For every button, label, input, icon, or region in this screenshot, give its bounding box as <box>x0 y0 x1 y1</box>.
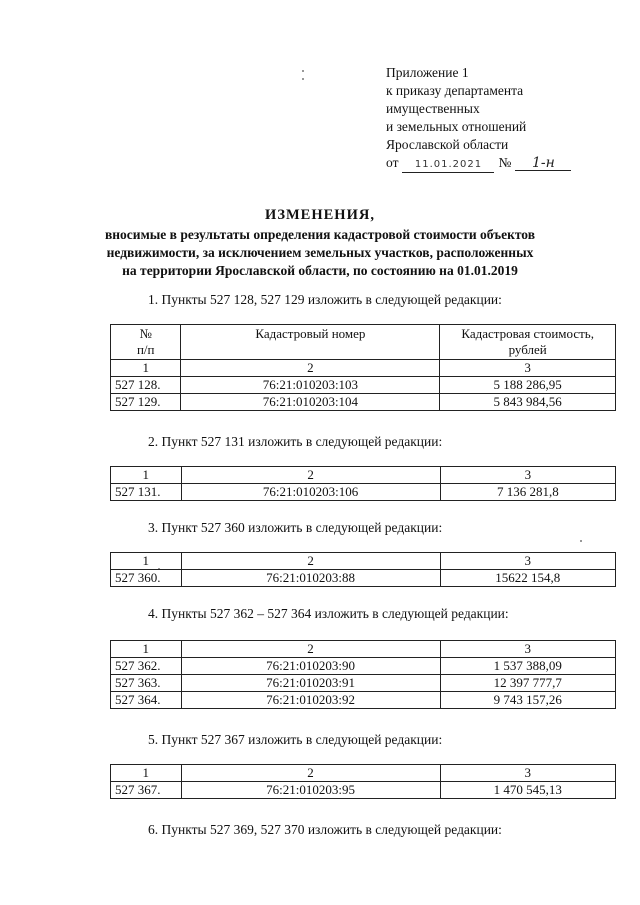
table-row <box>111 394 616 411</box>
table-cell: 2 <box>181 467 440 484</box>
table-cell: 1 537 388,09 <box>440 658 615 675</box>
scan-speck <box>580 540 582 542</box>
table-numbering-row <box>111 765 616 782</box>
scan-speck <box>302 78 304 80</box>
order-number: 1-н <box>515 156 571 171</box>
section-title: 2. Пункт 527 131 изложить в следующей редакции: <box>148 434 443 449</box>
table-cell: 2 <box>181 765 440 782</box>
appendix-line: имущественных <box>386 101 480 116</box>
table-cell: 5 843 984,56 <box>440 394 616 411</box>
date-prefix: от <box>386 155 399 170</box>
cadastral-table <box>110 466 616 501</box>
table-row <box>111 377 616 394</box>
table-cell: 76:21:010203:103 <box>181 377 440 394</box>
table-row <box>111 675 616 692</box>
table-cell: 12 397 777,7 <box>440 675 615 692</box>
table-cell: 527 364. <box>111 692 182 709</box>
table-cell: 5 188 286,95 <box>440 377 616 394</box>
appendix-date-line <box>386 154 626 173</box>
table-header-row <box>111 325 616 360</box>
table-cell: 527 128. <box>111 377 181 394</box>
table-cell: 2 <box>181 360 440 377</box>
scan-speck <box>302 70 304 72</box>
table-cell: 527 131. <box>111 484 182 501</box>
cadastral-table <box>110 640 616 709</box>
cadastral-table <box>110 764 616 799</box>
table-numbering-row <box>111 641 616 658</box>
table-cell: 76:21:010203:92 <box>181 692 440 709</box>
table-cell: 3 <box>440 467 615 484</box>
table-cell: 2 <box>181 641 440 658</box>
table-numbering-row <box>111 360 616 377</box>
appendix-line: и земельных отношений <box>386 119 527 134</box>
table-cell: 3 <box>440 553 615 570</box>
table-row <box>111 782 616 799</box>
heading-title: ИЗМЕНЕНИЯ, <box>265 207 375 223</box>
table-row <box>111 658 616 675</box>
appendix-line: Ярославской области <box>386 137 509 152</box>
cadastral-table <box>110 552 616 587</box>
table-cell: 1 <box>111 467 182 484</box>
header-cell: Кадастровый номер <box>181 325 440 360</box>
table-cell: 1 <box>111 641 182 658</box>
appendix-line: к приказу департамента <box>386 83 524 98</box>
table-cell: 527 360. <box>111 570 182 587</box>
cadastral-table <box>110 324 616 411</box>
table-cell: 527 362. <box>111 658 182 675</box>
table-cell: 76:21:010203:90 <box>181 658 440 675</box>
table-row <box>111 692 616 709</box>
table-cell: 1 470 545,13 <box>440 782 615 799</box>
document-heading <box>100 206 540 280</box>
table-numbering-row <box>111 467 616 484</box>
table-cell: 1 <box>111 765 182 782</box>
section-title: 5. Пункт 527 367 изложить в следующей редакции: <box>148 732 443 747</box>
table-cell: 76:21:010203:91 <box>181 675 440 692</box>
table-cell: 76:21:010203:95 <box>181 782 440 799</box>
table-cell: 2 <box>181 553 440 570</box>
heading-line: недвижимости, за исключением земельных участков, расположенных <box>106 245 534 260</box>
table-row <box>111 570 616 587</box>
section-title: 6. Пункты 527 369, 527 370 изложить в следующей редакции: <box>148 822 502 837</box>
table-cell: 1 <box>111 360 181 377</box>
table-cell: 3 <box>440 641 615 658</box>
section-title: 3. Пункт 527 360 изложить в следующей редакции: <box>148 520 443 535</box>
table-cell: 15622 154,8 <box>440 570 615 587</box>
table-cell: 527 367. <box>111 782 182 799</box>
heading-line: на территории Ярославской области, по состоянию на 01.01.2019 <box>122 263 518 278</box>
appendix-block <box>386 64 626 173</box>
number-prefix: № <box>498 155 512 170</box>
section-title: 1. Пункты 527 128, 527 129 изложить в следующей редакции: <box>148 292 502 307</box>
table-cell: 3 <box>440 765 615 782</box>
table-cell: 76:21:010203:106 <box>181 484 440 501</box>
table-numbering-row <box>111 553 616 570</box>
table-row <box>111 484 616 501</box>
appendix-line: Приложение 1 <box>386 65 469 80</box>
table-cell: 1 <box>111 553 182 570</box>
table-cell: 76:21:010203:104 <box>181 394 440 411</box>
section-title: 4. Пункты 527 362 – 527 364 изложить в следующей редакции: <box>148 606 509 621</box>
table-cell: 9 743 157,26 <box>440 692 615 709</box>
date-value: 11.01.2021 <box>402 158 494 173</box>
heading-line: вносимые в результаты определения кадастровой стоимости объектов <box>104 227 536 242</box>
table-cell: 3 <box>440 360 616 377</box>
table-cell: 527 363. <box>111 675 182 692</box>
table-cell: 76:21:010203:88 <box>181 570 440 587</box>
table-cell: 527 129. <box>111 394 181 411</box>
header-cell: № п/п <box>111 325 181 360</box>
table-cell: 7 136 281,8 <box>440 484 615 501</box>
header-cell: Кадастровая стоимость, рублей <box>440 325 616 360</box>
